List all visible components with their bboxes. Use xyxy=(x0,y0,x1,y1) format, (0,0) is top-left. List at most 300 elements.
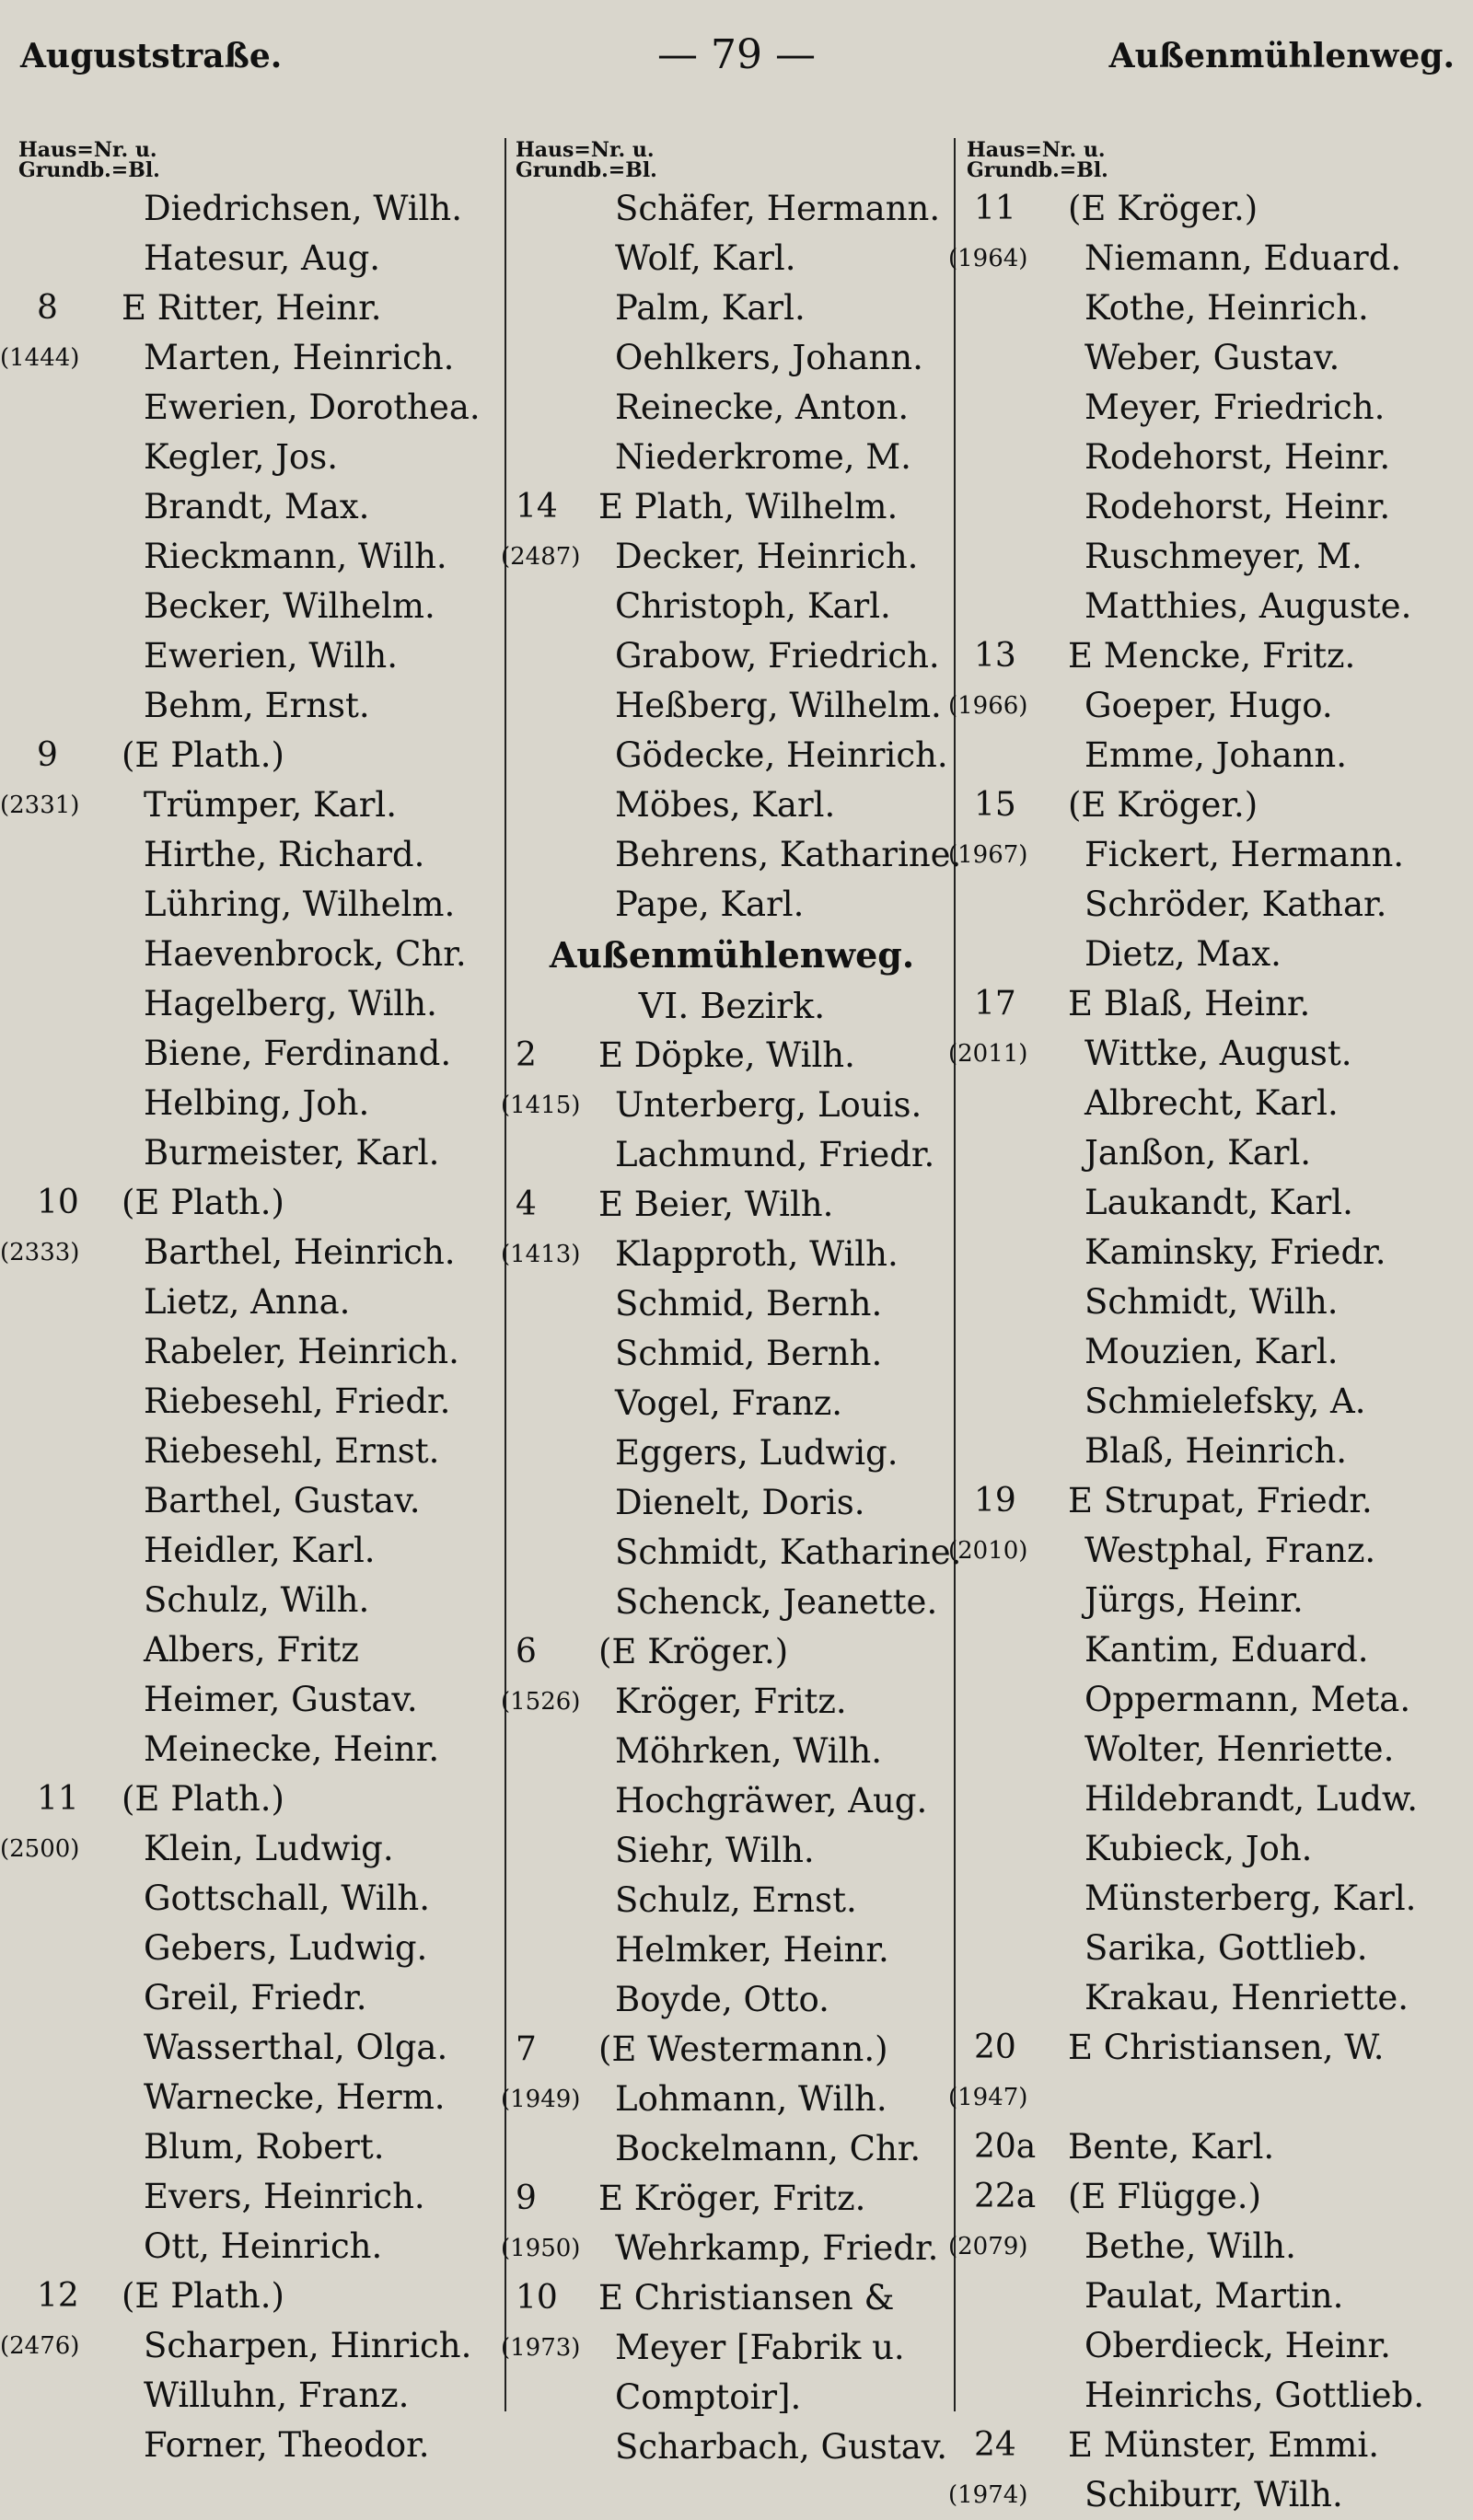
directory-entry xyxy=(967,731,1464,780)
directory-entry xyxy=(516,1876,948,1925)
house-number: 4 xyxy=(516,1185,537,1223)
resident-name: Bockelmann, Chr. xyxy=(615,2129,922,2168)
resident-name: Biene, Ferdinand. xyxy=(144,1034,452,1073)
resident-name: Sarika, Gottlieb. xyxy=(1084,1928,1368,1968)
directory-entry xyxy=(967,1625,1464,1675)
resident-name: Weber, Gustav. xyxy=(1084,338,1340,377)
directory-entry xyxy=(18,830,497,880)
land-register-number: (2476) xyxy=(0,2332,80,2360)
column-3-entries xyxy=(948,184,1464,2520)
resident-name: Rabeler, Heinrich. xyxy=(144,1332,459,1371)
directory-entry xyxy=(948,681,1464,731)
column-head-line1: Haus=Nr. u. xyxy=(18,138,157,162)
directory-entry xyxy=(18,1277,497,1327)
directory-entry xyxy=(501,1081,948,1130)
resident-name: Hildebrandt, Ludw. xyxy=(1084,1779,1418,1819)
directory-entry xyxy=(516,681,948,731)
resident-name: E Strupat, Friedr. xyxy=(1068,1481,1373,1520)
resident-name: Ewerien, Dorothea. xyxy=(144,387,481,427)
directory-entry xyxy=(516,383,948,433)
column-1-head xyxy=(18,140,497,180)
directory-entry xyxy=(516,2174,948,2224)
directory-entry xyxy=(18,731,497,780)
directory-entry xyxy=(967,1476,1464,1526)
resident-name: Westphal, Franz. xyxy=(1084,1531,1376,1570)
directory-entry xyxy=(967,383,1464,433)
directory-entry xyxy=(516,731,948,780)
resident-name: (E Kröger.) xyxy=(598,1632,789,1671)
land-register-number: (2500) xyxy=(0,1835,80,1863)
resident-name: Lachmund, Friedr. xyxy=(615,1135,935,1174)
directory-entry xyxy=(516,1627,948,1677)
column-2-entries-top xyxy=(501,184,962,930)
directory-entry xyxy=(967,1277,1464,1327)
resident-name: Marten, Heinrich. xyxy=(144,338,455,377)
resident-name: E Christiansen & xyxy=(598,2278,895,2318)
resident-name: Heinrichs, Gottlieb. xyxy=(1084,2376,1424,2415)
land-register-number: (1966) xyxy=(948,692,1028,720)
house-number: 24 xyxy=(974,2426,1016,2464)
directory-entry xyxy=(967,1427,1464,1476)
land-register-number: (2331) xyxy=(0,792,80,819)
resident-name: Riebesehl, Friedr. xyxy=(144,1381,451,1421)
resident-name: E Christiansen, W. xyxy=(1068,2028,1385,2067)
directory-entry xyxy=(501,1677,948,1727)
resident-name: Goeper, Hugo. xyxy=(1084,686,1333,725)
directory-entry xyxy=(18,2222,497,2271)
directory-entry xyxy=(967,283,1464,333)
directory-entry xyxy=(18,681,497,731)
resident-name: Albers, Fritz xyxy=(144,1630,359,1670)
directory-entry xyxy=(967,433,1464,482)
land-register-number: (1415) xyxy=(501,1092,581,1119)
resident-name: Dietz, Max. xyxy=(1084,934,1282,974)
resident-name: Forner, Theodor. xyxy=(144,2425,430,2465)
resident-name: Schmid, Bernh. xyxy=(615,1284,883,1324)
column-2 xyxy=(501,138,962,2472)
house-number: 10 xyxy=(37,1184,79,1221)
resident-name: Ott, Heinrich. xyxy=(144,2226,383,2266)
column-3 xyxy=(948,138,1464,2520)
directory-entry xyxy=(18,1526,497,1576)
directory-entry xyxy=(18,880,497,930)
directory-entry xyxy=(516,1528,962,1578)
resident-name: E Mencke, Fritz. xyxy=(1068,636,1356,676)
resident-name: Niederkrome, M. xyxy=(615,437,911,477)
directory-entry xyxy=(18,2172,497,2222)
directory-entry xyxy=(967,482,1464,532)
directory-entry xyxy=(516,1578,948,1627)
resident-name: Münsterberg, Karl. xyxy=(1084,1878,1417,1918)
directory-entry xyxy=(516,1478,948,1528)
directory-entry xyxy=(948,2073,1464,2122)
resident-name: Gebers, Ludwig. xyxy=(144,1928,428,1968)
directory-entry xyxy=(18,1774,497,1824)
directory-entry xyxy=(967,2023,1464,2073)
resident-name: Kubieck, Joh. xyxy=(1084,1829,1313,1868)
house-number: 14 xyxy=(516,488,558,526)
directory-entry xyxy=(18,1973,497,2023)
resident-name: Reinecke, Anton. xyxy=(615,387,910,427)
directory-entry xyxy=(516,1379,948,1428)
directory-entry xyxy=(516,1329,948,1379)
directory-entry xyxy=(0,1228,497,1277)
resident-name: Barthel, Gustav. xyxy=(144,1481,421,1520)
directory-entry xyxy=(967,2321,1464,2371)
directory-entry xyxy=(18,1377,497,1427)
directory-entry xyxy=(516,1428,948,1478)
section-title: Außenmühlenweg. xyxy=(549,934,915,976)
directory-entry xyxy=(967,1675,1464,1725)
directory-entry xyxy=(18,532,497,582)
directory-entry xyxy=(501,2224,948,2273)
directory-entry xyxy=(516,1975,948,2025)
directory-entry xyxy=(516,780,948,830)
directory-entry xyxy=(516,2422,948,2472)
house-number: 19 xyxy=(974,1482,1016,1520)
house-number: 13 xyxy=(974,637,1016,675)
resident-name: Kantim, Eduard. xyxy=(1084,1630,1369,1670)
land-register-number: (2333) xyxy=(0,1239,80,1266)
directory-entry xyxy=(516,2373,948,2422)
land-register-number: (2010) xyxy=(948,1537,1028,1565)
directory-entry xyxy=(0,1824,497,1874)
directory-entry xyxy=(967,930,1464,979)
resident-name: Blaß, Heinrich. xyxy=(1084,1431,1347,1471)
resident-name: Ewerien, Wilh. xyxy=(144,636,398,676)
resident-name: Oehlkers, Johann. xyxy=(615,338,923,377)
directory-entry xyxy=(516,1925,948,1975)
directory-entry xyxy=(967,631,1464,681)
directory-entry xyxy=(18,2271,497,2321)
resident-name: (E Flügge.) xyxy=(1068,2177,1262,2216)
house-number: 10 xyxy=(516,2279,558,2317)
column-3-head xyxy=(967,140,1464,180)
directory-entry xyxy=(18,582,497,631)
directory-entry xyxy=(967,1079,1464,1128)
directory-entry xyxy=(948,234,1464,283)
resident-name: Hatesur, Aug. xyxy=(144,238,381,278)
resident-name: Behm, Ernst. xyxy=(144,686,370,725)
directory-entry xyxy=(18,2023,497,2073)
resident-name: Boyde, Otto. xyxy=(615,1980,829,2019)
directory-entry xyxy=(18,631,497,681)
directory-entry xyxy=(967,1973,1464,2023)
directory-entry xyxy=(967,532,1464,582)
directory-entry xyxy=(0,333,497,383)
column-1-entries xyxy=(0,184,497,2470)
directory-entry xyxy=(967,1377,1464,1427)
land-register-number: (2487) xyxy=(501,543,581,571)
column-head-line2: Grundb.=Bl. xyxy=(18,158,160,182)
column-head-line1: Haus=Nr. u. xyxy=(516,138,655,162)
directory-entry xyxy=(516,830,962,880)
resident-name: Rodehorst, Heinr. xyxy=(1084,437,1391,477)
resident-name: Schäfer, Hermann. xyxy=(615,189,941,228)
resident-name: Gottschall, Wilh. xyxy=(144,1878,430,1918)
resident-name: Laukandt, Karl. xyxy=(1084,1183,1353,1222)
resident-name: Brandt, Max. xyxy=(144,487,370,526)
resident-name: Burmeister, Karl. xyxy=(144,1133,440,1173)
house-number: 20 xyxy=(974,2029,1016,2066)
directory-entry xyxy=(516,2025,948,2075)
resident-name: Krakau, Henriette. xyxy=(1084,1978,1409,2017)
directory-entry xyxy=(516,582,948,631)
directory-entry xyxy=(18,1625,497,1675)
resident-name: Palm, Karl. xyxy=(615,288,806,328)
resident-name: Klapproth, Wilh. xyxy=(615,1234,899,1274)
land-register-number: (2079) xyxy=(948,2233,1028,2260)
directory-entry xyxy=(501,2323,948,2373)
resident-name: Möbes, Karl. xyxy=(615,785,836,825)
resident-name: E Beier, Wilh. xyxy=(598,1185,834,1224)
directory-entry xyxy=(516,283,948,333)
directory-entry xyxy=(18,1128,497,1178)
resident-name: Jürgs, Heinr. xyxy=(1084,1580,1304,1620)
column-head-line2: Grundb.=Bl. xyxy=(516,158,657,182)
directory-entry xyxy=(18,1476,497,1526)
directory-entry xyxy=(18,930,497,979)
directory-entry xyxy=(18,482,497,532)
directory-entry xyxy=(516,482,948,532)
directory-entry xyxy=(18,2073,497,2122)
directory-entry xyxy=(516,2273,948,2323)
directory-entry xyxy=(967,1128,1464,1178)
resident-name: Kröger, Fritz. xyxy=(615,1682,847,1721)
right-street-heading: Außenmühlenweg. xyxy=(1108,37,1455,75)
directory-entry xyxy=(18,184,497,234)
resident-name: (E Kröger.) xyxy=(1068,785,1258,825)
land-register-number: (1413) xyxy=(501,1241,581,1268)
house-number: 17 xyxy=(974,985,1016,1023)
resident-name: Willuhn, Franz. xyxy=(144,2376,410,2415)
resident-name: (E Plath.) xyxy=(122,1779,284,1819)
resident-name: Pape, Karl. xyxy=(615,884,805,924)
directory-entry xyxy=(516,631,948,681)
directory-entry xyxy=(18,433,497,482)
resident-name: E Münster, Emmi. xyxy=(1068,2425,1379,2465)
resident-name: Behrens, Katharine. xyxy=(615,835,962,874)
directory-entry xyxy=(967,1576,1464,1625)
house-number: 20a xyxy=(974,2128,1037,2166)
resident-name: Diedrichsen, Wilh. xyxy=(144,189,463,228)
land-register-number: (1444) xyxy=(0,344,80,372)
resident-name: Matthies, Auguste. xyxy=(1084,586,1412,626)
directory-entry xyxy=(967,1327,1464,1377)
resident-name: Unterberg, Louis. xyxy=(615,1085,922,1125)
house-number: 11 xyxy=(37,1780,79,1818)
land-register-number: (1973) xyxy=(501,2334,581,2362)
resident-name: Schröder, Kathar. xyxy=(1084,884,1387,924)
resident-name: Blum, Robert. xyxy=(144,2127,385,2167)
resident-name: Ruschmeyer, M. xyxy=(1084,537,1363,576)
directory-entry xyxy=(948,2222,1464,2271)
directory-entry xyxy=(967,1178,1464,1228)
column-2-entries-bottom xyxy=(501,1031,962,2472)
directory-entry xyxy=(516,184,948,234)
resident-name: Vogel, Franz. xyxy=(615,1383,843,1423)
resident-name: Schenck, Jeanette. xyxy=(615,1582,938,1622)
directory-entry xyxy=(18,979,497,1029)
resident-name: E Kröger, Fritz. xyxy=(598,2179,866,2218)
directory-entry xyxy=(948,2470,1464,2520)
directory-entry xyxy=(967,2421,1464,2470)
resident-name: Meyer [Fabrik u. xyxy=(615,2328,905,2367)
resident-name: Scharpen, Hinrich. xyxy=(144,2326,472,2365)
left-street-heading: Auguststraße. xyxy=(20,37,283,75)
resident-name: Siehr, Wilh. xyxy=(615,1831,815,1870)
resident-name: Wolter, Henriette. xyxy=(1084,1729,1395,1769)
resident-name: Scharbach, Gustav. xyxy=(615,2427,948,2467)
directory-entry xyxy=(516,333,948,383)
land-register-number: (1974) xyxy=(948,2481,1028,2509)
resident-name: Riebesehl, Ernst. xyxy=(144,1431,440,1471)
resident-name: Möhrken, Wilh. xyxy=(615,1731,882,1771)
resident-name: Kegler, Jos. xyxy=(144,437,338,477)
page-number: — 79 — xyxy=(657,31,816,78)
directory-entry xyxy=(967,2271,1464,2321)
resident-name: E Blaß, Heinr. xyxy=(1068,984,1311,1023)
resident-name: Warnecke, Herm. xyxy=(144,2077,446,2117)
resident-name: Wehrkamp, Friedr. xyxy=(615,2228,939,2268)
directory-entry xyxy=(516,1826,948,1876)
resident-name: Lohmann, Wilh. xyxy=(615,2079,887,2119)
directory-entry xyxy=(516,1279,948,1329)
directory-entry xyxy=(0,2321,497,2371)
house-number: 8 xyxy=(37,289,58,327)
resident-name: Bente, Karl. xyxy=(1068,2127,1275,2167)
resident-name: Dienelt, Doris. xyxy=(615,1483,865,1522)
resident-name: (E Plath.) xyxy=(122,1183,284,1222)
resident-name: E Döpke, Wilh. xyxy=(598,1035,855,1075)
land-register-number: (1950) xyxy=(501,2235,581,2262)
resident-name: Haevenbrock, Chr. xyxy=(144,934,467,974)
house-number: 15 xyxy=(974,786,1016,824)
resident-name: Lühring, Wilhelm. xyxy=(144,884,456,924)
land-register-number: (1967) xyxy=(948,841,1028,869)
column-head-line1: Haus=Nr. u. xyxy=(967,138,1106,162)
resident-name: Greil, Friedr. xyxy=(144,1978,367,2017)
resident-name: Wasserthal, Olga. xyxy=(144,2028,448,2067)
resident-name: Hagelberg, Wilh. xyxy=(144,984,437,1023)
resident-name: Eggers, Ludwig. xyxy=(615,1433,899,1473)
directory-entry xyxy=(967,333,1464,383)
directory-entry xyxy=(501,1230,948,1279)
resident-name: Hirthe, Richard. xyxy=(144,835,425,874)
resident-name: Evers, Heinrich. xyxy=(144,2177,425,2216)
directory-entry xyxy=(18,1427,497,1476)
resident-name: Heßberg, Wilhelm. xyxy=(615,686,942,725)
directory-entry xyxy=(18,1924,497,1973)
resident-name: Trümper, Karl. xyxy=(144,785,397,825)
directory-entry xyxy=(967,780,1464,830)
resident-name: (E Kröger.) xyxy=(1068,189,1258,228)
resident-name: Grabow, Friedrich. xyxy=(615,636,940,676)
resident-name: Klein, Ludwig. xyxy=(144,1829,394,1868)
column-divider-2 xyxy=(954,138,956,2411)
directory-entry xyxy=(967,1774,1464,1824)
house-number: 2 xyxy=(516,1036,537,1074)
resident-name: Rieckmann, Wilh. xyxy=(144,537,447,576)
house-number: 12 xyxy=(37,2277,79,2315)
resident-name: Wolf, Karl. xyxy=(615,238,796,278)
directory-entry xyxy=(516,1180,948,1230)
resident-name: Schmid, Bernh. xyxy=(615,1334,883,1373)
directory-entry xyxy=(948,830,1464,880)
resident-name: Kaminsky, Friedr. xyxy=(1084,1232,1386,1272)
directory-entry xyxy=(967,1874,1464,1924)
resident-name: Helbing, Joh. xyxy=(144,1083,370,1123)
resident-name: Fickert, Hermann. xyxy=(1084,835,1405,874)
resident-name: Becker, Wilhelm. xyxy=(144,586,435,626)
directory-entry xyxy=(501,532,948,582)
resident-name: Helmker, Heinr. xyxy=(615,1930,889,1970)
directory-entry xyxy=(967,2122,1464,2172)
resident-name: Comptoir]. xyxy=(615,2377,802,2417)
directory-entry xyxy=(18,2122,497,2172)
resident-name: E Ritter, Heinr. xyxy=(122,288,382,328)
resident-name: Christoph, Karl. xyxy=(615,586,891,626)
land-register-number: (1949) xyxy=(501,2086,581,2113)
directory-entry xyxy=(18,1874,497,1924)
resident-name: Hochgräwer, Aug. xyxy=(615,1781,928,1821)
directory-entry xyxy=(18,234,497,283)
resident-name: Meyer, Friedrich. xyxy=(1084,387,1386,427)
directory-entry xyxy=(516,2124,948,2174)
directory-entry xyxy=(967,2371,1464,2421)
directory-entry xyxy=(516,1727,948,1776)
directory-entry xyxy=(0,780,497,830)
resident-name: (E Plath.) xyxy=(122,2276,284,2316)
resident-name: Decker, Heinrich. xyxy=(615,537,919,576)
directory-entry xyxy=(18,1675,497,1725)
directory-entry xyxy=(18,1178,497,1228)
directory-entry xyxy=(967,184,1464,234)
land-register-number: (1964) xyxy=(948,245,1028,272)
directory-entry xyxy=(967,979,1464,1029)
resident-name: Heidler, Karl. xyxy=(144,1531,376,1570)
directory-entry xyxy=(967,880,1464,930)
house-number: 22a xyxy=(974,2178,1037,2215)
house-number: 6 xyxy=(516,1633,537,1670)
resident-name: Schmidt, Wilh. xyxy=(1084,1282,1339,1322)
resident-name: Kothe, Heinrich. xyxy=(1084,288,1369,328)
resident-name: Oberdieck, Heinr. xyxy=(1084,2326,1391,2365)
section-district: VI. Bezirk. xyxy=(638,986,826,1026)
directory-entry xyxy=(967,1924,1464,1973)
resident-name: Barthel, Heinrich. xyxy=(144,1232,456,1272)
directory-entry xyxy=(967,1824,1464,1874)
resident-name: Oppermann, Meta. xyxy=(1084,1680,1411,1719)
directory-entry xyxy=(18,1327,497,1377)
house-number: 9 xyxy=(37,736,58,774)
resident-name: Emme, Johann. xyxy=(1084,735,1348,775)
resident-name: Mouzien, Karl. xyxy=(1084,1332,1339,1371)
directory-entry xyxy=(967,1228,1464,1277)
house-number: 9 xyxy=(516,2179,537,2217)
resident-name: Lietz, Anna. xyxy=(144,1282,351,1322)
resident-name: Schulz, Ernst. xyxy=(615,1880,857,1920)
land-register-number: (1947) xyxy=(948,2084,1028,2111)
directory-entry xyxy=(18,2421,497,2470)
resident-name: Niemann, Eduard. xyxy=(1084,238,1402,278)
directory-entry xyxy=(18,383,497,433)
column-1 xyxy=(0,138,497,2470)
resident-name: Janßon, Karl. xyxy=(1084,1133,1312,1173)
resident-name: Schulz, Wilh. xyxy=(144,1580,370,1620)
house-number: 11 xyxy=(974,190,1016,227)
directory-entry xyxy=(18,1725,497,1774)
